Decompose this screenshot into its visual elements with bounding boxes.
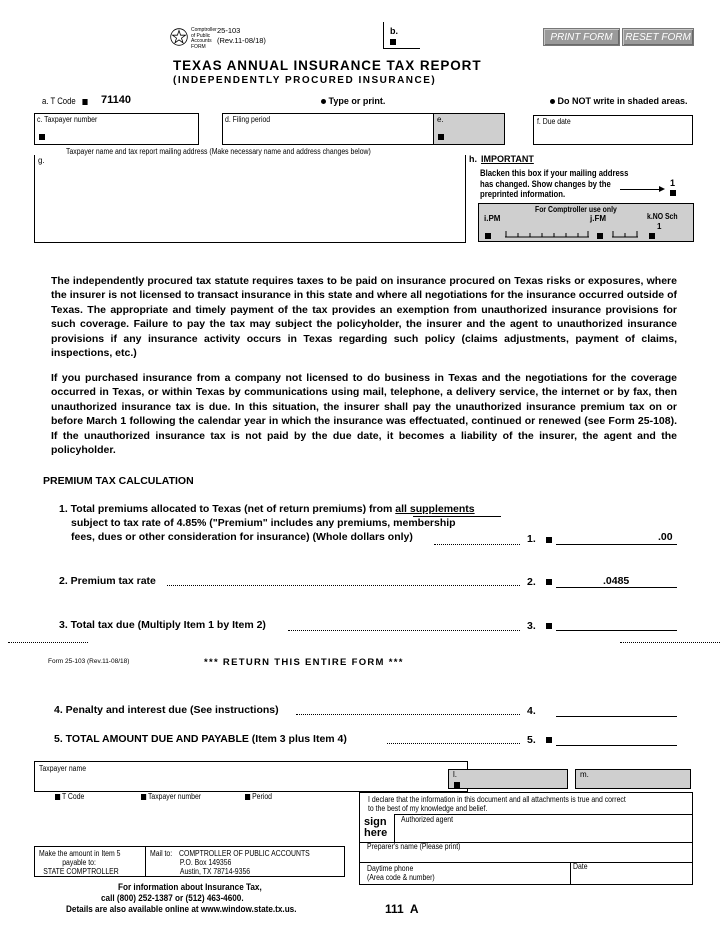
filing-period-field[interactable] bbox=[222, 113, 434, 145]
item1-text-a: 1. Total premiums allocated to Texas (net of return premiums) from bbox=[59, 503, 393, 515]
important-heading: IMPORTANT bbox=[481, 154, 534, 164]
bullet-icon bbox=[550, 99, 555, 104]
item4-label: 4. Penalty and interest due (See instructions) bbox=[54, 704, 279, 716]
mail-line: Austin, TX 78714-9356 bbox=[179, 867, 251, 876]
make-amount-line: STATE COMPTROLLER bbox=[43, 867, 119, 876]
payment-instructions-box bbox=[34, 846, 345, 877]
daytime-phone-field[interactable] bbox=[367, 864, 435, 882]
form-id bbox=[217, 26, 266, 46]
item1-line1 bbox=[59, 503, 475, 515]
item4-num: 4. bbox=[527, 705, 536, 717]
do-not-write-note bbox=[550, 96, 688, 106]
item1-marker bbox=[546, 537, 552, 543]
bullet-icon bbox=[321, 99, 326, 104]
page-code: 111 A bbox=[385, 902, 419, 916]
kno-num: 1 bbox=[657, 222, 662, 231]
premium-heading: PREMIUM TAX CALCULATION bbox=[43, 475, 194, 487]
make-amount-line: payable to: bbox=[62, 858, 96, 867]
blacken-instructions bbox=[480, 168, 628, 200]
preparer-label: Preparer's name (Please print) bbox=[367, 842, 461, 851]
h-label: h. bbox=[469, 154, 477, 164]
form-revision: (Rev.11-08/18) bbox=[217, 36, 266, 45]
item5-label bbox=[54, 733, 347, 745]
authorized-agent-signature[interactable] bbox=[394, 816, 693, 842]
seal-line: Accounts bbox=[191, 38, 212, 44]
item2-num: 2. bbox=[527, 576, 536, 588]
tcode-marker bbox=[82, 99, 87, 105]
item3-num: 3. bbox=[527, 620, 536, 632]
box-l bbox=[448, 769, 568, 789]
ipm-marker bbox=[485, 233, 491, 239]
period-footer-marker bbox=[245, 794, 250, 800]
item2-label: 2. Premium tax rate bbox=[59, 575, 156, 587]
f-label: f. Due date bbox=[537, 117, 571, 126]
d-label: d. Filing period bbox=[225, 115, 271, 124]
tcode-row bbox=[42, 96, 87, 106]
address-change-checkbox[interactable] bbox=[670, 190, 676, 196]
l-label: l. bbox=[453, 770, 457, 779]
blacken-line: preprinted information. bbox=[480, 189, 566, 199]
mail-to-label: Mail to: bbox=[150, 849, 173, 858]
g-label: g. bbox=[38, 156, 45, 165]
l-marker bbox=[454, 782, 460, 788]
make-amount-line: Make the amount in Item 5 bbox=[39, 849, 121, 858]
box-b[interactable] bbox=[383, 22, 420, 49]
tcode-label: a. T Code bbox=[42, 96, 76, 106]
phone-date-divider bbox=[570, 862, 571, 885]
declaration-line: to the best of my knowledge and belief. bbox=[368, 804, 488, 813]
daytime-phone-label: Daytime phone bbox=[367, 864, 414, 873]
taxpayer-number-field[interactable] bbox=[34, 113, 199, 145]
item1-num: 1. bbox=[527, 533, 536, 545]
blacken-num: 1 bbox=[670, 178, 676, 188]
return-entire-form: *** RETURN THIS ENTIRE FORM *** bbox=[204, 657, 404, 668]
make-amount-text bbox=[39, 849, 134, 876]
purchase-paragraph: If you purchased insurance from a company not licensed to do business in Texas and the negotiations for the coverage occurred in Texas, or within Texas by communications using mail, telephone, a delivery service, the internet or by fax, then unauthorized insurance tax is due. In this situation, the insurer shall pay the unauthorized insurance premium tax on or before March 1 following the calendar year in which the insurance was effectuated, continued or renewed (see Form 25-108). If the unauthorized insurance tax is not paid by the due date, it becomes a liability of the insurer, the agent and the policyholder. bbox=[51, 372, 677, 457]
do-not-write-text: Do NOT write in shaded areas. bbox=[557, 96, 688, 106]
here-text: here bbox=[364, 827, 388, 839]
mailing-address-box[interactable] bbox=[34, 155, 466, 243]
reset-form-button[interactable]: RESET FORM bbox=[622, 28, 694, 46]
kno-label: k.NO Sch bbox=[647, 212, 678, 221]
form-ref: Form 25-103 (Rev.11-08/18) bbox=[48, 658, 130, 665]
box-b-label: b. bbox=[390, 26, 398, 36]
item4-input[interactable] bbox=[556, 716, 677, 717]
tcode-value: 71140 bbox=[101, 94, 131, 106]
item1-text-b: all supplements bbox=[395, 503, 475, 515]
area-code-label: (Area code & number) bbox=[367, 873, 435, 882]
jfm-tick-scale bbox=[612, 230, 638, 238]
arrow-line bbox=[620, 189, 660, 190]
taxpayer-name-label: Taxpayer name bbox=[39, 764, 87, 773]
taxpayer-name-field[interactable] bbox=[34, 761, 468, 792]
m-label: m. bbox=[580, 770, 589, 779]
tcode-footer-label: T Code bbox=[61, 792, 85, 801]
item2-value: .0485 bbox=[603, 575, 630, 587]
arrow-right-icon bbox=[659, 186, 665, 192]
taxpayer-number-footer-label: Taxpayer number bbox=[147, 792, 202, 801]
e-label: e. bbox=[437, 115, 444, 124]
sign-here-label bbox=[360, 814, 395, 842]
seal-line: of Public bbox=[191, 32, 211, 39]
comptroller-use-label: For Comptroller use only bbox=[535, 205, 617, 214]
sign-text: sign bbox=[364, 816, 387, 828]
item5-marker bbox=[546, 737, 552, 743]
mail-address bbox=[179, 849, 310, 876]
type-or-print-note bbox=[321, 96, 385, 106]
item1-line2: subject to tax rate of 4.85% ("Premium" includes any premiums, membership bbox=[71, 517, 456, 529]
ipm-tick-scale bbox=[505, 230, 589, 238]
item3-marker bbox=[546, 623, 552, 629]
declaration-line: I declare that the information in this document and all attachments is true and correct bbox=[368, 795, 626, 804]
preparer-bottom-line bbox=[360, 862, 693, 863]
box-e bbox=[433, 113, 505, 145]
box-m bbox=[575, 769, 691, 789]
tcode-footer bbox=[55, 792, 84, 801]
item2-input[interactable] bbox=[556, 587, 677, 588]
kno-marker bbox=[649, 233, 655, 239]
seal-line: Comptroller bbox=[191, 27, 217, 33]
item3-input[interactable] bbox=[556, 630, 677, 631]
info-line-2: call (800) 252-1387 or (512) 463-4600. bbox=[101, 893, 244, 904]
authorized-agent-label: Authorized agent bbox=[401, 815, 454, 824]
period-footer-label: Period bbox=[252, 792, 272, 801]
statute-paragraph: The independently procured tax statute requires taxes to be paid on insurance procured on Texas risks or exposures, where the insurer is not licensed to transact insurance in this state and where all negotiations for the insurance occurred outside of Texas. The appropriate and timely payment of the tax provides an exemption from unauthorized insurance provisions for such coverage. Failure to pay the tax may subject the policyholder, the insurer and the agent to unauthorized insurance provisions if any insurance activity occurs in Texas regarding such policy (claims adjustments, payment of claims, inspections, etc.) bbox=[51, 275, 677, 360]
form-number: 25-103 bbox=[217, 26, 241, 35]
blacken-line: has changed. Show changes by the bbox=[480, 178, 611, 189]
comptroller-seal bbox=[170, 28, 188, 46]
box-b-marker bbox=[390, 39, 396, 45]
declaration-text bbox=[368, 795, 626, 813]
mail-line: COMPTROLLER OF PUBLIC ACCOUNTS bbox=[179, 849, 310, 858]
period-footer bbox=[245, 792, 272, 801]
e-marker bbox=[438, 134, 444, 140]
info-line-1: For information about Insurance Tax, bbox=[118, 882, 262, 893]
blacken-line: Blacken this box if your mailing address bbox=[480, 168, 629, 178]
item5-leader bbox=[387, 743, 520, 744]
seal-line: FORM bbox=[191, 43, 206, 50]
star-icon bbox=[170, 28, 188, 46]
item1-line3: fees, dues or other consideration for insurance) (Whole dollars only) bbox=[71, 531, 413, 543]
item2-leader bbox=[167, 585, 520, 586]
seal-text bbox=[191, 28, 217, 50]
jfm-label: j.FM bbox=[590, 214, 606, 223]
item5-num: 5. bbox=[527, 734, 536, 746]
print-form-button[interactable]: PRINT FORM bbox=[543, 28, 620, 46]
due-date-field[interactable] bbox=[533, 115, 693, 145]
info-line-3: Details are also available online at www.window.state.tx.us. bbox=[66, 904, 297, 915]
mail-line: P.O. Box 149356 bbox=[179, 858, 232, 867]
c-marker bbox=[39, 134, 45, 140]
item3-label: 3. Total tax due (Multiply Item 1 by Item 2) bbox=[59, 619, 266, 631]
tear-line-right bbox=[620, 642, 720, 643]
item3-leader bbox=[288, 630, 520, 631]
comptroller-use-box bbox=[478, 203, 694, 242]
payment-divider bbox=[145, 847, 146, 876]
date-field[interactable]: Date bbox=[573, 862, 588, 871]
jfm-marker bbox=[597, 233, 603, 239]
item1-leader bbox=[434, 544, 520, 545]
item4-leader bbox=[296, 714, 520, 715]
type-or-print-text: Type or print. bbox=[328, 96, 386, 106]
form-subtitle: (INDEPENDENTLY PROCURED INSURANCE) bbox=[173, 75, 437, 86]
item5-input[interactable] bbox=[556, 745, 677, 746]
taxpayer-number-footer-marker bbox=[141, 794, 146, 800]
tear-line-left bbox=[8, 642, 88, 643]
form-title: TEXAS ANNUAL INSURANCE TAX REPORT bbox=[173, 58, 482, 73]
item1-input[interactable] bbox=[556, 544, 677, 545]
declaration-box bbox=[359, 792, 693, 885]
taxpayer-number-footer bbox=[141, 792, 201, 801]
mailing-caption: Taxpayer name and tax report mailing address (Make necessary name and address changes below) bbox=[66, 147, 371, 156]
item5-text-a: 5. TOTAL AMOUNT DUE AND PAYABLE bbox=[54, 733, 249, 745]
tcode-footer-marker bbox=[55, 794, 60, 800]
ipm-label: i.PM bbox=[484, 214, 501, 223]
preparer-name-field[interactable] bbox=[360, 851, 693, 862]
c-label: c. Taxpayer number bbox=[37, 115, 98, 124]
item1-value[interactable]: .00 bbox=[658, 531, 673, 543]
item5-text-b: (Item 3 plus Item 4) bbox=[251, 733, 347, 745]
item2-marker bbox=[546, 579, 552, 585]
